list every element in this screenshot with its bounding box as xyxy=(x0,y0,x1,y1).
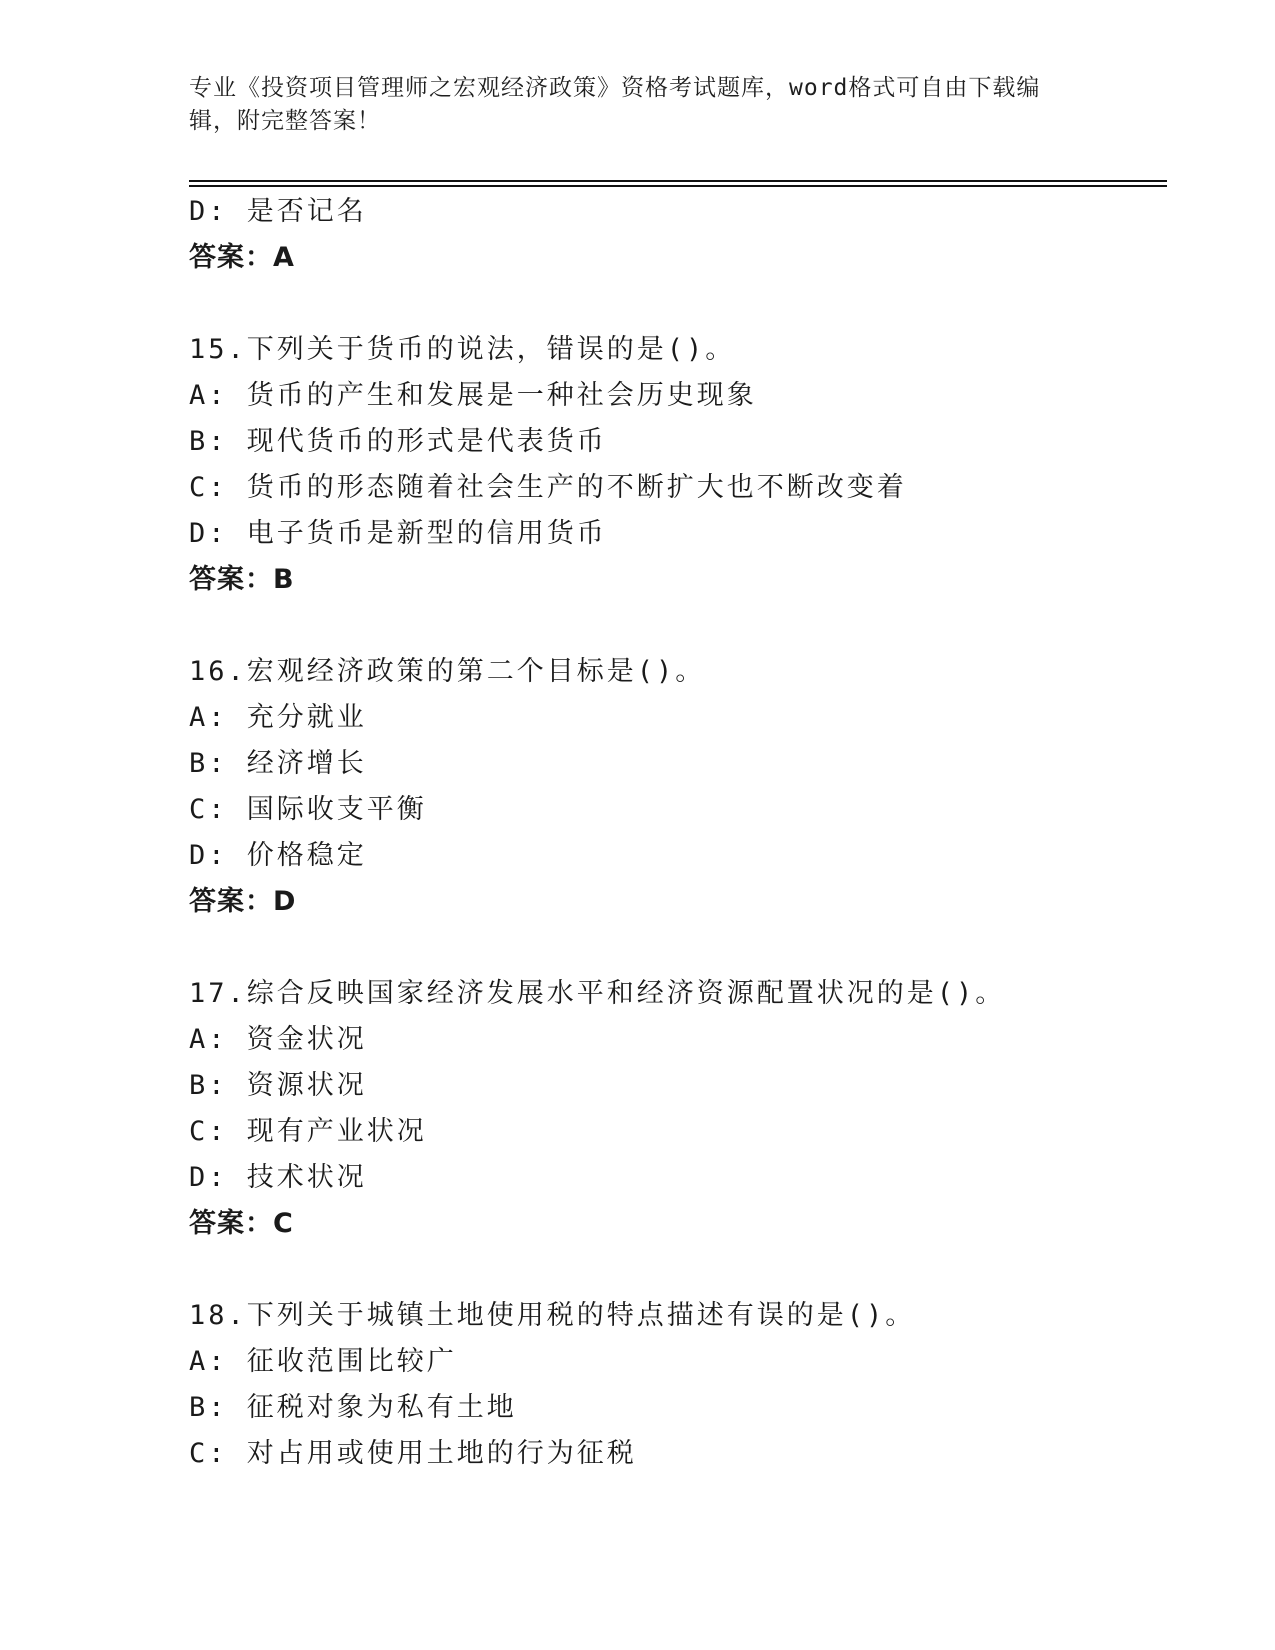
option-b: B: 资源状况 xyxy=(189,1070,367,1101)
spacer xyxy=(189,1247,1169,1293)
spacer xyxy=(189,603,1169,649)
question-stem: 15.下列关于货币的说法，错误的是()。 xyxy=(189,334,736,365)
question-stem: 17.综合反映国家经济发展水平和经济资源配置状况的是()。 xyxy=(189,978,1006,1009)
option-a: A: 货币的产生和发展是一种社会历史现象 xyxy=(189,380,757,411)
header-divider-top xyxy=(189,180,1167,182)
question-stem: 16.宏观经济政策的第二个目标是()。 xyxy=(189,656,706,687)
option-d: D: 技术状况 xyxy=(189,1162,367,1193)
option-c: C: 国际收支平衡 xyxy=(189,794,427,825)
option-d: D: 电子货币是新型的信用货币 xyxy=(189,518,607,549)
question-16 xyxy=(189,649,1169,925)
option-d: D: 价格稳定 xyxy=(189,840,367,871)
answer: 答案：C xyxy=(189,1208,294,1239)
question-stem: 18.下列关于城镇土地使用税的特点描述有误的是()。 xyxy=(189,1300,916,1331)
header-line-2: 辑，附完整答案！ xyxy=(189,108,381,134)
question-18 xyxy=(189,1293,1169,1477)
option-b: B: 经济增长 xyxy=(189,748,367,779)
answer: 答案：D xyxy=(189,886,297,917)
prev-option-d: D: 是否记名 xyxy=(189,196,367,227)
option-b: B: 现代货币的形式是代表货币 xyxy=(189,426,607,457)
prev-answer: 答案：A xyxy=(189,242,295,273)
spacer xyxy=(189,281,1169,327)
option-a: A: 充分就业 xyxy=(189,702,367,733)
option-c: C: 现有产业状况 xyxy=(189,1116,427,1147)
spacer xyxy=(189,925,1169,971)
answer: 答案：B xyxy=(189,564,295,595)
option-b: B: 征税对象为私有土地 xyxy=(189,1392,517,1423)
document-header xyxy=(189,72,1089,138)
question-17 xyxy=(189,971,1169,1247)
header-line-1: 专业《投资项目管理师之宏观经济政策》资格考试题库，word格式可自由下载编 xyxy=(189,75,1041,101)
option-c: C: 对占用或使用土地的行为征税 xyxy=(189,1438,637,1469)
option-a: A: 征收范围比较广 xyxy=(189,1346,457,1377)
question-15 xyxy=(189,327,1169,603)
option-a: A: 资金状况 xyxy=(189,1024,367,1055)
option-c: C: 货币的形态随着社会生产的不断扩大也不断改变着 xyxy=(189,472,907,503)
header-divider-bottom xyxy=(189,185,1167,187)
question-content xyxy=(189,189,1169,1477)
